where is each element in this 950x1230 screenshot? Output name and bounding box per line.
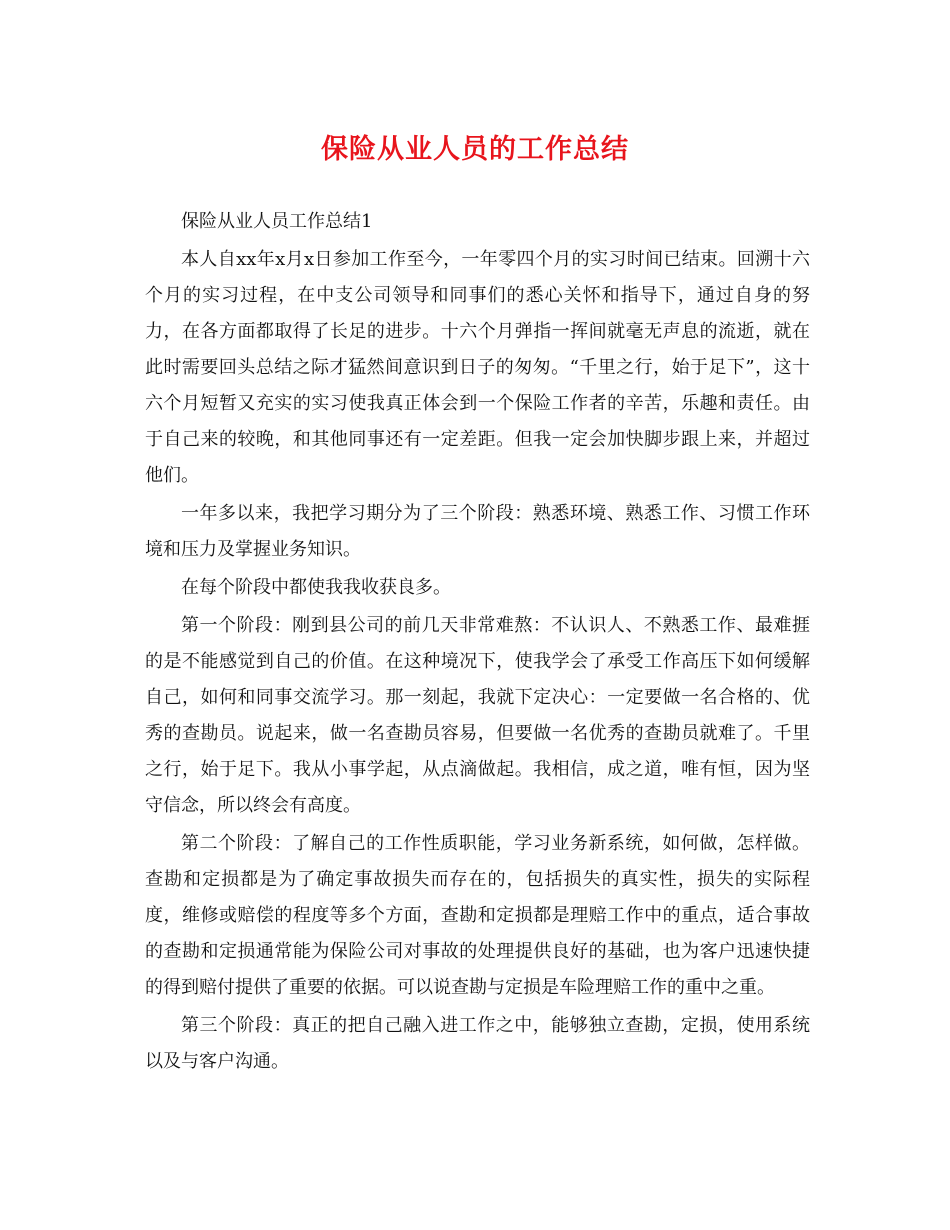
document-title: 保险从业人员的工作总结 (321, 134, 629, 165)
paragraph: 第一个阶段：刚到县公司的前几天非常难熬：不认识人、不熟悉工作、最难捱的是不能感觉到自己的价值。在这种境况下，使我学会了承受工作高压下如何缓解自己，如何和同事交流学习。那一刻起，我就下定决心：一定要做一名合格的、优秀的查勘员。说起来，做一名查勘员容易，但要做一名优秀的查勘员就难了。千里之行，始于足下。我从小事学起，从点滴做起。我相信，成之道，唯有恒，因为坚守信念，所以终会有高度。 (145, 615, 810, 816)
paragraph: 第三个阶段：真正的把自己融入进工作之中，能够独立查勘，定损，使用系统以及与客户沟通。 (145, 1015, 810, 1072)
document-body (145, 204, 810, 1082)
paragraph: 一年多以来，我把学习期分为了三个阶段：熟悉环境、熟悉工作、习惯工作环境和压力及掌握业务知识。 (145, 503, 810, 560)
paragraph-heading: 保险从业人员工作总结1 (181, 211, 373, 232)
paragraph: 在每个阶段中都使我我收获良多。 (181, 577, 451, 598)
paragraph: 本人自xx年x月x日参加工作至今，一年零四个月的实习时间已结束。回溯十六个月的实习过程，在中支公司领导和同事们的悉心关怀和指导下，通过自身的努力，在各方面都取得了长足的进步。十六个月弹指一挥间就毫无声息的流逝，就在此时需要回头总结之际才猛然间意识到日子的匆匆。“千里之行，始于足下”，这十六个月短暂又充实的实习使我真正体会到一个保险工作者的辛苦，乐趣和责任。由于自己来的较晚，和其他同事还有一定差距。但我一定会加快脚步跟上来，并超过他们。 (145, 249, 810, 486)
paragraph: 第二个阶段：了解自己的工作性质职能，学习业务新系统，如何做，怎样做。查勘和定损都是为了确定事故损失而存在的，包括损失的真实性，损失的实际程度，维修或赔偿的程度等多个方面，查勘和定损都是理赔工作中的重点，适合事故的查勘和定损通常能为保险公司对事故的处理提供良好的基础，也为客户迅速快捷的得到赔付提供了重要的依据。可以说查勘与定损是车险理赔工作的重中之重。 (145, 833, 810, 998)
